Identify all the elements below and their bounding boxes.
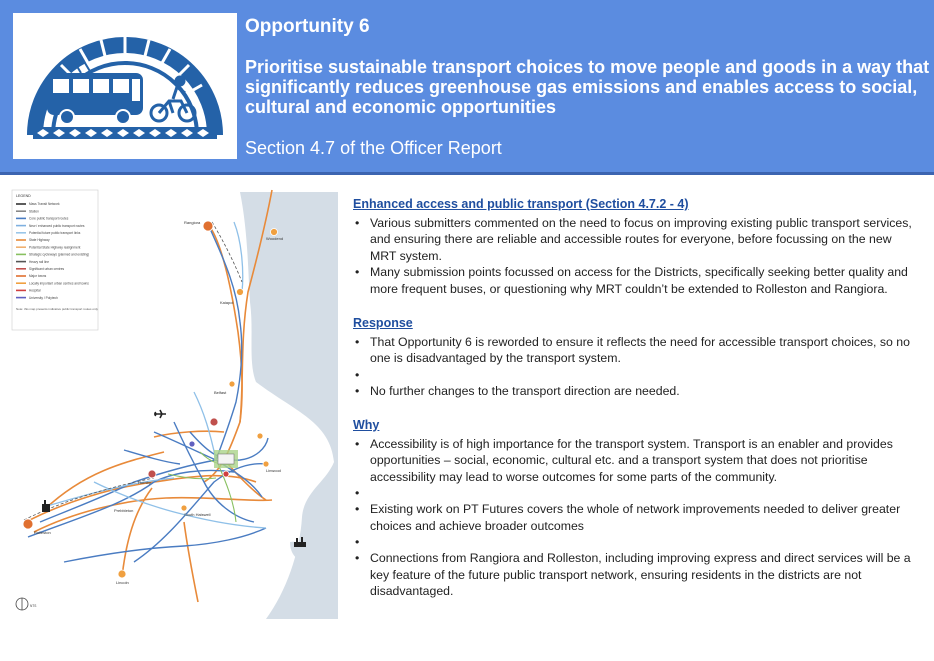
arch-icon: [13, 13, 237, 159]
transport-network-map: [4, 182, 338, 619]
bullet-item: • No further changes to the transport direction are needed.: [353, 383, 915, 400]
section-reference: Section 4.7 of the Officer Report: [245, 138, 502, 158]
legend-label: Core public transport routes: [29, 216, 69, 221]
place-label-prebbleton: Prebbleton: [114, 508, 134, 513]
legend-label: Locally important urban centres and towns: [29, 281, 89, 286]
section-heading: Response: [353, 316, 413, 330]
bullet-item: • Connections from Rangiora and Rolleston, including improving express and direct services will be a key feature of the future public transport network, ensuring residents in the districts are not disadvantaged.: [353, 550, 915, 600]
section-heading: Why: [353, 418, 380, 432]
place-label-kaiapoi: Kaiapoi: [220, 300, 234, 305]
north-label: NTS: [30, 604, 37, 608]
content-panel: [353, 196, 915, 600]
legend-label: New / enhanced public transport routes: [29, 223, 85, 228]
legend-label: State Highway: [29, 238, 50, 243]
inland-port-icon: [42, 500, 50, 512]
header-banner: [0, 0, 934, 175]
place-label-south-halswell: South Halswell: [184, 512, 211, 517]
map-graphic: [4, 182, 338, 619]
place-label-woodend: Woodend: [266, 236, 284, 241]
section-why: [353, 417, 915, 600]
legend-label: Heavy rail line: [29, 259, 50, 264]
section-enhanced-access: [353, 196, 915, 297]
place-label-hornby: Hornby: [138, 480, 151, 485]
opportunity-number: Opportunity 6: [245, 16, 370, 37]
legend-label: Station: [29, 209, 39, 214]
place-label-lincoln: Lincoln: [116, 580, 129, 585]
section-heading: Enhanced access and public transport (Section 4.7.2 - 4): [353, 197, 689, 211]
legend-label: Strategic cycleways (planned and existing): [29, 252, 90, 257]
opportunity-logo: [13, 13, 237, 159]
legend-label: Potential future public transport links: [29, 231, 81, 235]
legend-label: University / Polytech: [29, 295, 58, 300]
legend-label: Potential State Highway realignment: [29, 245, 81, 250]
legend-label: Hospital: [29, 288, 41, 293]
bullet-item: • That Opportunity 6 is reworded to ensure it reflects the need for accessible transport choices, so no one is disadvantaged by the transport system.: [353, 334, 915, 367]
bullet-item: • Existing work on PT Futures covers the whole of network improvements needed to deliver greater choices and achieve broader outcomes: [353, 501, 915, 534]
legend-heading: LEGEND: [16, 194, 31, 198]
bullet-item: • Many submission points focussed on access for the Districts, specifically seeking better quality and more frequent buses, or questioning why MRT couldn’t be extended to Rolleston and Rangiora.: [353, 264, 915, 297]
bullet-item: • Various submitters commented on the need to focus on improving existing public transport services, and ensuring there are reliable and accessible routes for everyone, before focussing on the new MRT system.: [353, 215, 915, 265]
section-response: [353, 315, 915, 399]
opportunity-title: Prioritise sustainable transport choices to move people and goods in a way that significantly reduces greenhouse gas emissions and enables access to social, cultural and economic opportunities: [245, 57, 930, 117]
place-label-belfast: Belfast: [214, 390, 227, 395]
legend-label: Mass Transit Network: [29, 202, 60, 207]
north-arrow-icon: [16, 598, 36, 610]
bullet-item: • Accessibility is of high importance for the transport system. Transport is an enabler and provides opportunities – social, economic, cultural etc. and a transport system that does not prioritise accessibility may lead to worse outcomes for some parts of the community.: [353, 436, 915, 486]
place-label-rolleston: Rolleston: [34, 530, 51, 535]
legend-label: Significant urban centres: [29, 267, 65, 271]
place-label-linwood: Linwood: [266, 468, 281, 473]
legend-note: Note: this map presents indicative public transport routes only: [16, 307, 98, 311]
airplane-icon: [154, 410, 166, 418]
place-label-rangiora: Rangiora: [184, 220, 201, 225]
legend-label: Major towns: [29, 274, 47, 279]
